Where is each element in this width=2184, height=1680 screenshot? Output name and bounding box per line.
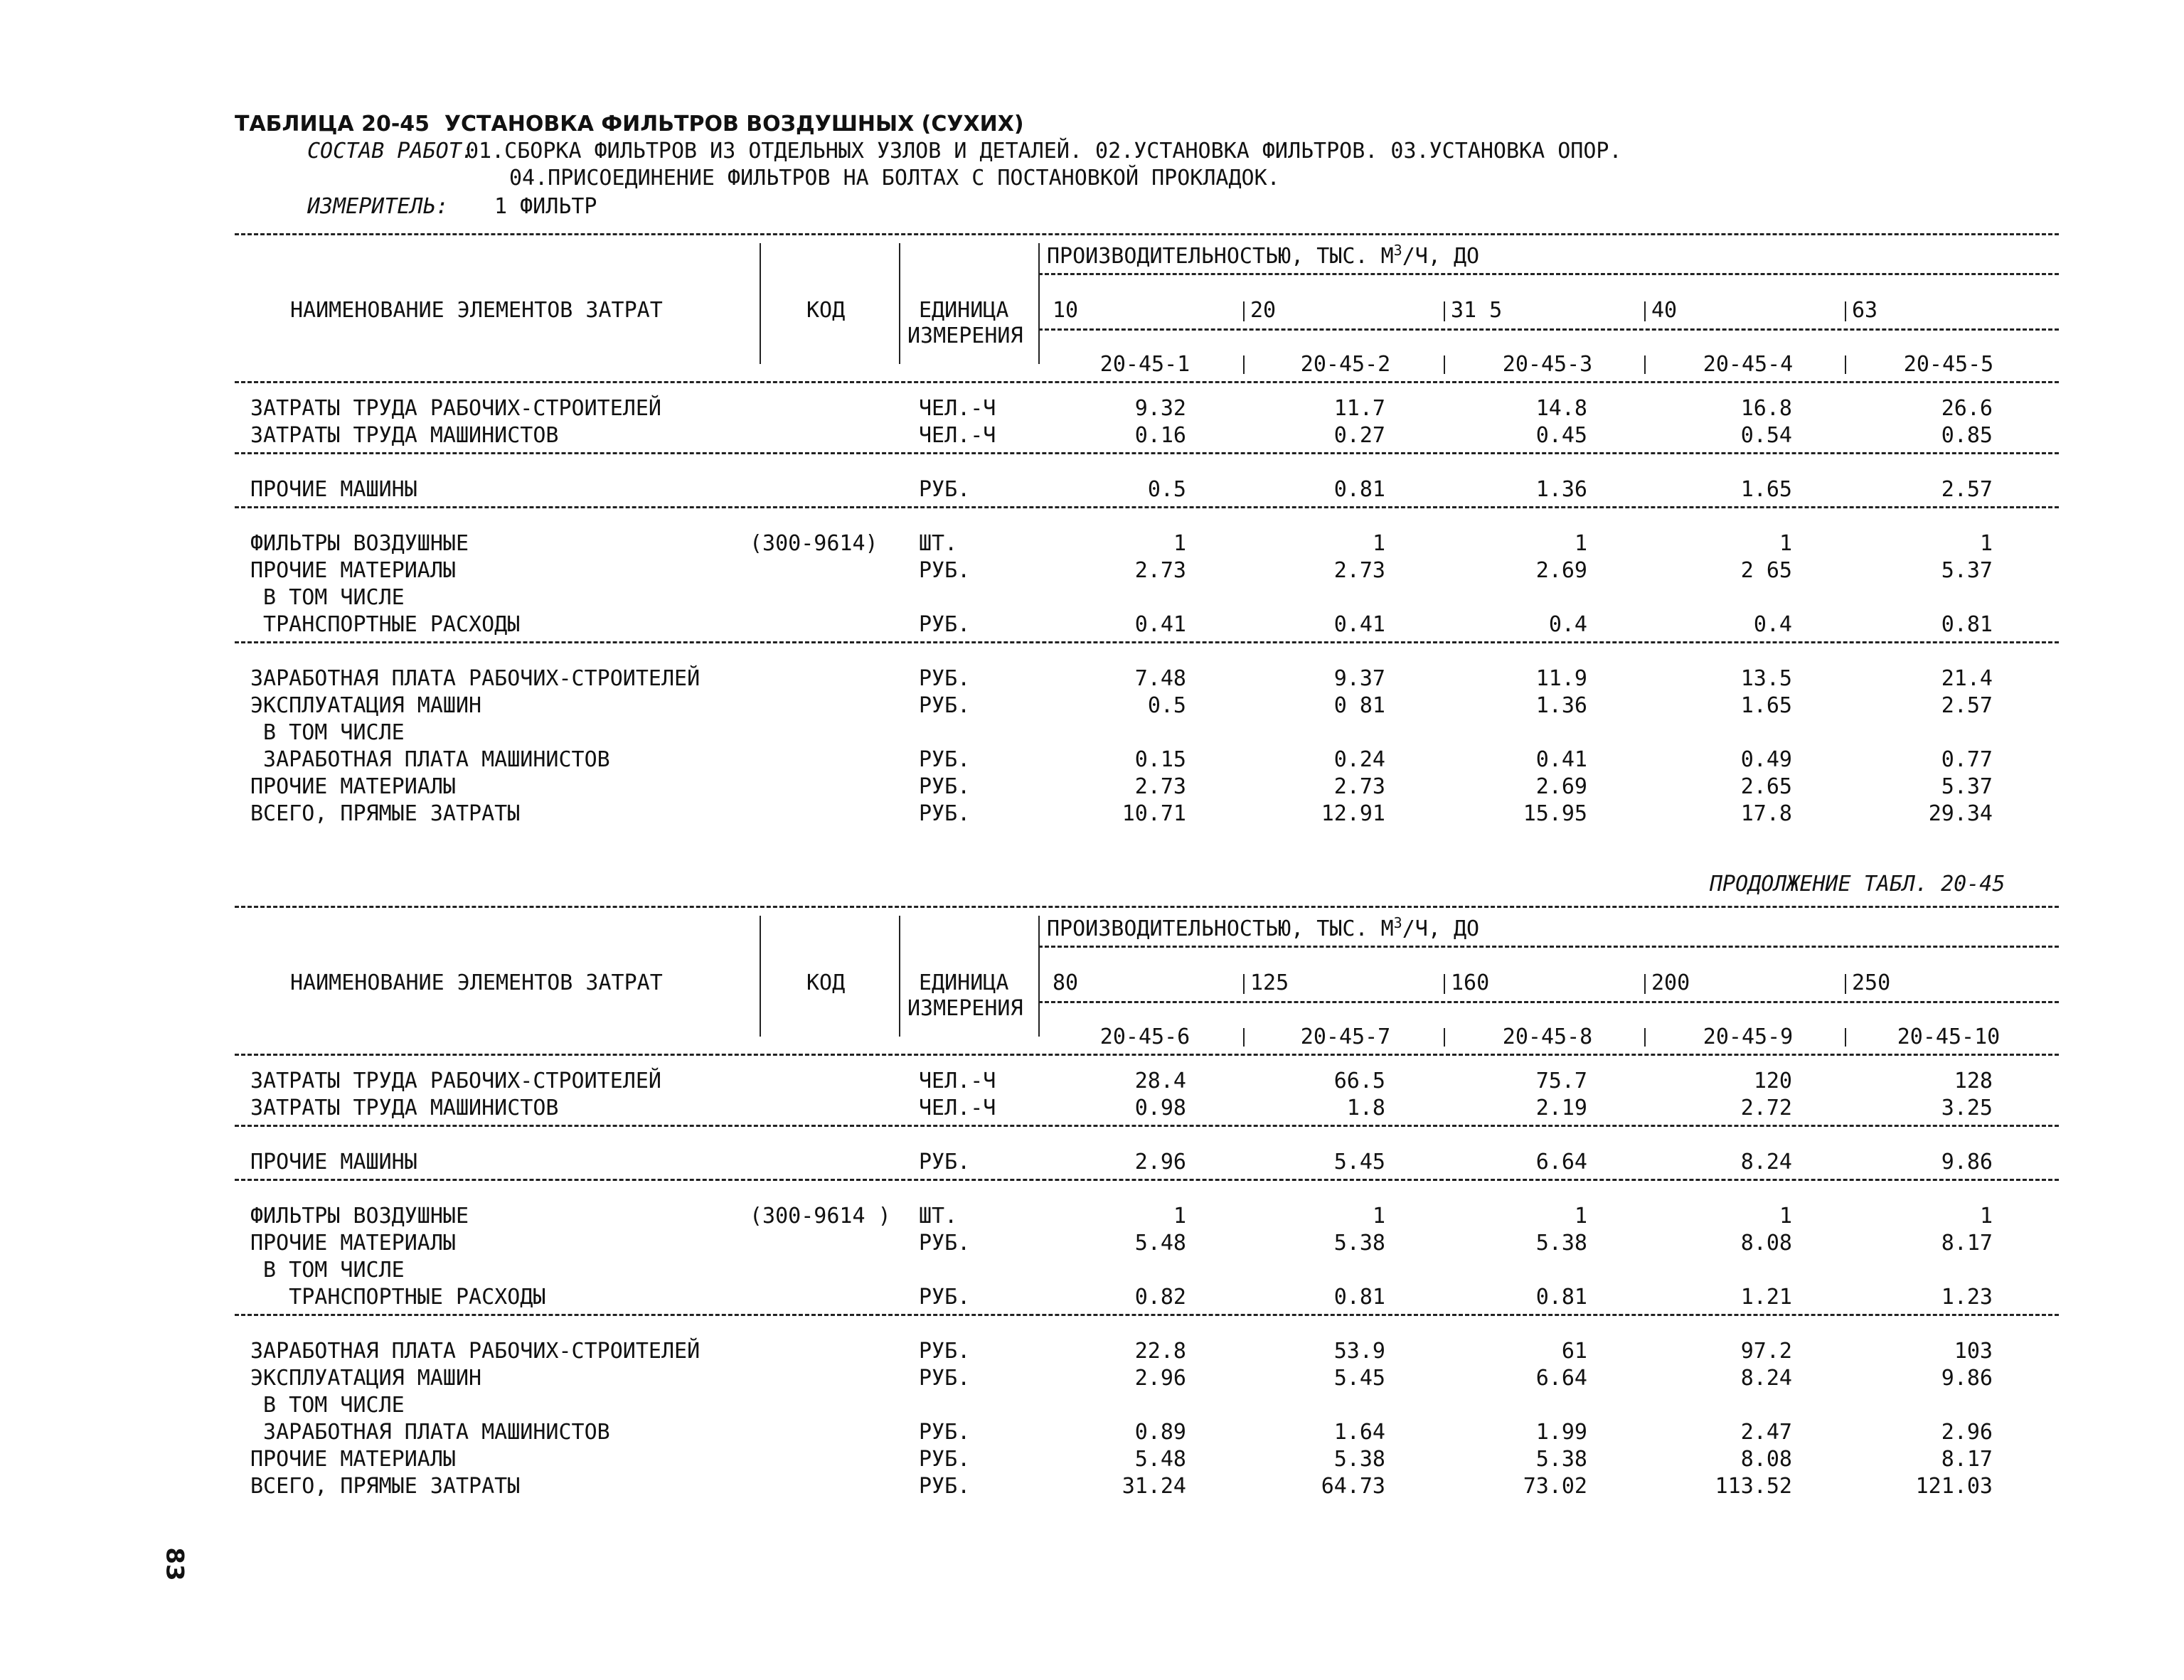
composition-line-1: 01.СБОРКА ФИЛЬТРОВ ИЗ ОТДЕЛЬНЫХ УЗЛОВ И ДЕТАЛЕЙ. 02.УСТАНОВКА ФИЛЬТРОВ. 03.УСТАНОВКА ОПОР. [466,139,1622,164]
row-value: 1 [1979,1204,1993,1229]
row-value: 2.65 [1740,774,1792,799]
rate-code: 20-45-9 [1703,1024,1794,1049]
col-sep-name [760,916,761,1037]
header-bottom-rule [235,1054,2059,1056]
row-unit: РУБ. [919,666,971,691]
row-value: 1.65 [1740,477,1792,502]
row-name: ПРОЧИЕ МАТЕРИАЛЫ [250,1447,456,1472]
row-name: ПРОЧИЕ МАТЕРИАЛЫ [250,558,456,583]
rate-code: 20-45-6 [1099,1024,1190,1049]
row-value: 9.32 [1134,396,1186,421]
row-value: 28.4 [1134,1069,1186,1093]
col-sep-unit [1038,916,1040,1037]
code-sep [1644,355,1646,374]
measure-value: 1 ФИЛЬТР [494,194,597,219]
row-value: 2.73 [1333,774,1385,799]
rate-code: 20-45-3 [1502,352,1593,377]
row-name: В ТОМ ЧИСЛЕ [250,1258,405,1283]
row-value: 5.38 [1333,1231,1385,1256]
row-value: 1 [1779,531,1792,556]
row-value: 8.24 [1740,1150,1792,1175]
row-value: 0.45 [1535,423,1587,448]
row-value: 0.81 [1535,1285,1587,1310]
capacity-sep [1845,301,1846,321]
rate-code: 20-45-10 [1897,1024,2001,1049]
row-unit: РУБ. [919,1366,971,1391]
row-value: 11.7 [1333,396,1385,421]
group-rule [235,1179,2059,1181]
perf-header [1047,914,1480,941]
row-value: 2.57 [1941,477,1993,502]
row-value: 0.81 [1333,1285,1385,1310]
row-value: 12.91 [1321,801,1385,826]
row-value: 2.47 [1740,1420,1792,1445]
code-sep [1644,1028,1646,1047]
capacity-value: 125 [1250,970,1289,995]
row-value: 2.69 [1535,774,1587,799]
row-value: 0.54 [1740,423,1792,448]
row-value: 1 [1173,531,1186,556]
row-value: 5.48 [1134,1447,1186,1472]
row-value: 2.73 [1134,774,1186,799]
perf-header-sup: 3 [1393,914,1402,931]
row-unit: РУБ. [919,693,971,718]
row-unit: ШТ. [919,531,958,556]
perf-header-text: ПРОИЗВОДИТЕЛЬНОСТЬЮ, ТЫС. М [1047,916,1394,941]
rate-code: 20-45-8 [1502,1024,1593,1049]
capacity-under-rule [1038,1001,2059,1003]
row-value: 0.41 [1535,747,1587,772]
row-value: 8.08 [1740,1447,1792,1472]
row-name: ЗАРАБОТНАЯ ПЛАТА РАБОЧИХ-СТРОИТЕЛЕЙ [250,666,701,691]
row-unit: РУБ. [919,1231,971,1256]
row-value: 7.48 [1134,666,1186,691]
row-name: ТРАНСПОРТНЫЕ РАСХОДЫ [250,612,521,637]
group-rule [235,641,2059,643]
row-name: ЗАТРАТЫ ТРУДА МАШИНИСТОВ [250,1096,559,1120]
row-value: 0.89 [1134,1420,1186,1445]
row-value: 9.86 [1941,1150,1993,1175]
row-value: 128 [1954,1069,1993,1093]
row-value: 8.24 [1740,1366,1792,1391]
row-name: В ТОМ ЧИСЛЕ [250,720,405,745]
row-value: 5.37 [1941,558,1993,583]
row-unit: ЧЕЛ.-Ч [919,1096,996,1120]
row-value: 66.5 [1333,1069,1385,1093]
row-value: 0.41 [1333,612,1385,637]
row-value: 8.17 [1941,1447,1993,1472]
row-unit: РУБ. [919,1150,971,1175]
row-value: 22.8 [1134,1339,1186,1364]
header-code-col: КОД [806,298,846,323]
row-value: 5.38 [1535,1231,1587,1256]
perf-under-rule [1038,273,2059,275]
row-value: 26.6 [1941,396,1993,421]
capacity-value: 20 [1250,298,1277,323]
row-unit: РУБ. [919,1285,971,1310]
capacity-value: 40 [1651,298,1678,323]
row-value: 0.49 [1740,747,1792,772]
page-number: 83 [160,1547,189,1581]
row-name: ПРОЧИЕ МАШИНЫ [250,1150,417,1175]
table-title: ТАБЛИЦА 20-45 УСТАНОВКА ФИЛЬТРОВ ВОЗДУШНЫХ (СУХИХ) [235,112,1024,137]
header-unit-line2: ИЗМЕРЕНИЯ [907,323,1023,348]
row-unit: РУБ. [919,1474,971,1499]
rate-code: 20-45-4 [1703,352,1794,377]
code-sep [1444,355,1445,374]
capacity-value: 200 [1651,970,1690,995]
row-name: ЗАРАБОТНАЯ ПЛАТА МАШИНИСТОВ [250,1420,610,1445]
perf-under-rule [1038,946,2059,948]
capacity-under-rule [1038,328,2059,331]
row-value: 5.38 [1535,1447,1587,1472]
row-value: 17.8 [1740,801,1792,826]
row-value: 0.4 [1753,612,1792,637]
row-name: ЭКСПЛУАТАЦИЯ МАШИН [250,1366,482,1391]
capacity-value: 31 5 [1451,298,1503,323]
row-value: 0 81 [1333,693,1385,718]
capacity-value: 63 [1852,298,1878,323]
capacity-sep [1644,974,1646,994]
col-sep-unit [1038,243,1040,364]
row-value: 11.9 [1535,666,1587,691]
row-name: ВСЕГО, ПРЯМЫЕ ЗАТРАТЫ [250,1474,521,1499]
capacity-sep [1644,301,1646,321]
row-name: В ТОМ ЧИСЛЕ [250,585,405,610]
code-sep [1444,1028,1445,1047]
row-value: 9.37 [1333,666,1385,691]
row-value: 1.36 [1535,693,1587,718]
row-value: 1.64 [1333,1420,1385,1445]
row-value: 6.64 [1535,1366,1587,1391]
row-value: 16.8 [1740,396,1792,421]
row-value: 61 [1561,1339,1587,1364]
row-value: 1.36 [1535,477,1587,502]
capacity-sep [1444,974,1445,994]
code-sep [1243,1028,1245,1047]
row-value: 29.34 [1928,801,1993,826]
row-value: 1.21 [1740,1285,1792,1310]
header-name-col: НАИМЕНОВАНИЕ ЭЛЕМЕНТОВ ЗАТРАТ [290,970,663,995]
header-code-col: КОД [806,970,846,995]
row-value: 0.16 [1134,423,1186,448]
rate-code: 20-45-7 [1300,1024,1391,1049]
rate-code: 20-45-5 [1903,352,1994,377]
col-sep-name [760,243,761,364]
row-value: 97.2 [1740,1339,1792,1364]
row-name: ТРАНСПОРТНЫЕ РАСХОДЫ [250,1285,546,1310]
row-value: 113.52 [1715,1474,1792,1499]
capacity-sep [1845,974,1846,994]
row-value: 9.86 [1941,1366,1993,1391]
row-value: 1.99 [1535,1420,1587,1445]
row-value: 2.73 [1333,558,1385,583]
row-value: 1.23 [1941,1285,1993,1310]
perf-header-suffix: /Ч, ДО [1402,244,1480,269]
row-value: 2 65 [1740,558,1792,583]
row-unit: РУБ. [919,1447,971,1472]
row-unit: ЧЕЛ.-Ч [919,1069,996,1093]
perf-header-sup: 3 [1393,242,1402,259]
row-value: 1 [1372,1204,1385,1229]
row-value: 10.71 [1122,801,1186,826]
row-name: ЗАРАБОТНАЯ ПЛАТА МАШИНИСТОВ [250,747,610,772]
perf-header [1047,242,1480,269]
row-value: 3.25 [1941,1096,1993,1120]
row-value: 13.5 [1740,666,1792,691]
header-unit-line1: ЕДИНИЦА [919,298,1009,323]
group-rule [235,506,2059,508]
row-name: ЗАРАБОТНАЯ ПЛАТА РАБОЧИХ-СТРОИТЕЛЕЙ [250,1339,701,1364]
rate-code: 20-45-2 [1300,352,1391,377]
group-rule [235,1125,2059,1127]
row-value: 1 [1372,531,1385,556]
row-value: 5.38 [1333,1447,1385,1472]
row-value: 120 [1753,1069,1792,1093]
group-rule [235,1314,2059,1316]
row-value: 21.4 [1941,666,1993,691]
col-sep-code [899,243,900,364]
row-value: 5.45 [1333,1366,1385,1391]
capacity-sep [1444,301,1445,321]
row-value: 8.17 [1941,1231,1993,1256]
row-unit: РУБ. [919,774,971,799]
row-value: 1 [1574,531,1587,556]
row-value: 1 [1574,1204,1587,1229]
row-value: 0.5 [1147,693,1186,718]
row-value: 2.69 [1535,558,1587,583]
row-value: 5.37 [1941,774,1993,799]
header-unit-line2: ИЗМЕРЕНИЯ [907,996,1023,1021]
group-rule [235,452,2059,454]
composition-line-2: 04.ПРИСОЕДИНЕНИЕ ФИЛЬТРОВ НА БОЛТАХ С ПОСТАНОВКОЙ ПРОКЛАДОК. [509,166,1280,191]
capacity-value: 10 [1053,298,1079,323]
row-value: 53.9 [1333,1339,1385,1364]
row-name: ЗАТРАТЫ ТРУДА РАБОЧИХ-СТРОИТЕЛЕЙ [250,1069,661,1093]
perf-header-text: ПРОИЗВОДИТЕЛЬНОСТЬЮ, ТЫС. М [1047,244,1394,269]
header-name-col: НАИМЕНОВАНИЕ ЭЛЕМЕНТОВ ЗАТРАТ [290,298,663,323]
row-value: 1 [1979,531,1993,556]
row-value: 5.45 [1333,1150,1385,1175]
row-value: 2.96 [1134,1366,1186,1391]
row-value: 1 [1173,1204,1186,1229]
row-value: 2.19 [1535,1096,1587,1120]
row-value: 1 [1779,1204,1792,1229]
row-unit: РУБ. [919,801,971,826]
capacity-value: 160 [1451,970,1490,995]
row-value: 2.57 [1941,693,1993,718]
row-code: (300-9614) [750,531,878,556]
row-value: 0.24 [1333,747,1385,772]
header-unit-line1: ЕДИНИЦА [919,970,1009,995]
row-value: 0.98 [1134,1096,1186,1120]
row-name: ЗАТРАТЫ ТРУДА МАШИНИСТОВ [250,423,559,448]
rate-code: 20-45-1 [1099,352,1190,377]
row-name: ФИЛЬТРЫ ВОЗДУШНЫЕ [250,531,469,556]
row-value: 0.82 [1134,1285,1186,1310]
row-value: 0.81 [1941,612,1993,637]
row-unit: РУБ. [919,477,971,502]
row-name: ФИЛЬТРЫ ВОЗДУШНЫЕ [250,1204,469,1229]
perf-header-suffix: /Ч, ДО [1402,916,1480,941]
row-value: 0.4 [1548,612,1587,637]
row-unit: РУБ. [919,558,971,583]
row-value: 103 [1954,1339,1993,1364]
composition-label: СОСТАВ РАБОТ: [307,139,474,164]
row-value: 0.15 [1134,747,1186,772]
header-top-rule [235,906,2059,908]
row-value: 1.65 [1740,693,1792,718]
row-unit: РУБ. [919,747,971,772]
row-value: 2.96 [1941,1420,1993,1445]
row-value: 0.77 [1941,747,1993,772]
row-value: 64.73 [1321,1474,1385,1499]
row-name: ЭКСПЛУАТАЦИЯ МАШИН [250,693,482,718]
row-unit: ЧЕЛ.-Ч [919,396,996,421]
header-bottom-rule [235,381,2059,383]
row-value: 0.5 [1147,477,1186,502]
row-unit: РУБ. [919,612,971,637]
row-value: 73.02 [1523,1474,1587,1499]
header-top-rule [235,233,2059,235]
row-value: 0.85 [1941,423,1993,448]
capacity-sep [1243,301,1245,321]
row-value: 6.64 [1535,1150,1587,1175]
row-unit: РУБ. [919,1420,971,1445]
row-value: 8.08 [1740,1231,1792,1256]
row-value: 75.7 [1535,1069,1587,1093]
code-sep [1845,355,1846,374]
row-value: 15.95 [1523,801,1587,826]
row-unit: ЧЕЛ.-Ч [919,423,996,448]
row-name: ПРОЧИЕ МАТЕРИАЛЫ [250,1231,456,1256]
row-value: 0.27 [1333,423,1385,448]
row-name: ЗАТРАТЫ ТРУДА РАБОЧИХ-СТРОИТЕЛЕЙ [250,396,661,421]
row-value: 2.96 [1134,1150,1186,1175]
capacity-value: 80 [1053,970,1079,995]
row-name: ПРОЧИЕ МАШИНЫ [250,477,417,502]
row-value: 31.24 [1122,1474,1186,1499]
continuation-note: ПРОДОЛЖЕНИЕ ТАБЛ. 20-45 [1710,872,2005,897]
row-name: В ТОМ ЧИСЛЕ [250,1393,405,1418]
col-sep-code [899,916,900,1037]
row-value: 5.48 [1134,1231,1186,1256]
row-value: 0.81 [1333,477,1385,502]
row-value: 2.73 [1134,558,1186,583]
row-value: 14.8 [1535,396,1587,421]
row-name: ПРОЧИЕ МАТЕРИАЛЫ [250,774,456,799]
row-value: 0.41 [1134,612,1186,637]
measure-label: ИЗМЕРИТЕЛЬ: [307,194,449,219]
row-unit: ШТ. [919,1204,958,1229]
code-sep [1243,355,1245,374]
row-code: (300-9614 ) [750,1204,891,1229]
row-value: 2.72 [1740,1096,1792,1120]
row-unit: РУБ. [919,1339,971,1364]
capacity-sep [1243,974,1245,994]
row-name: ВСЕГО, ПРЯМЫЕ ЗАТРАТЫ [250,801,521,826]
row-value: 1.8 [1346,1096,1385,1120]
capacity-value: 250 [1852,970,1891,995]
code-sep [1845,1028,1846,1047]
row-value: 121.03 [1915,1474,1993,1499]
